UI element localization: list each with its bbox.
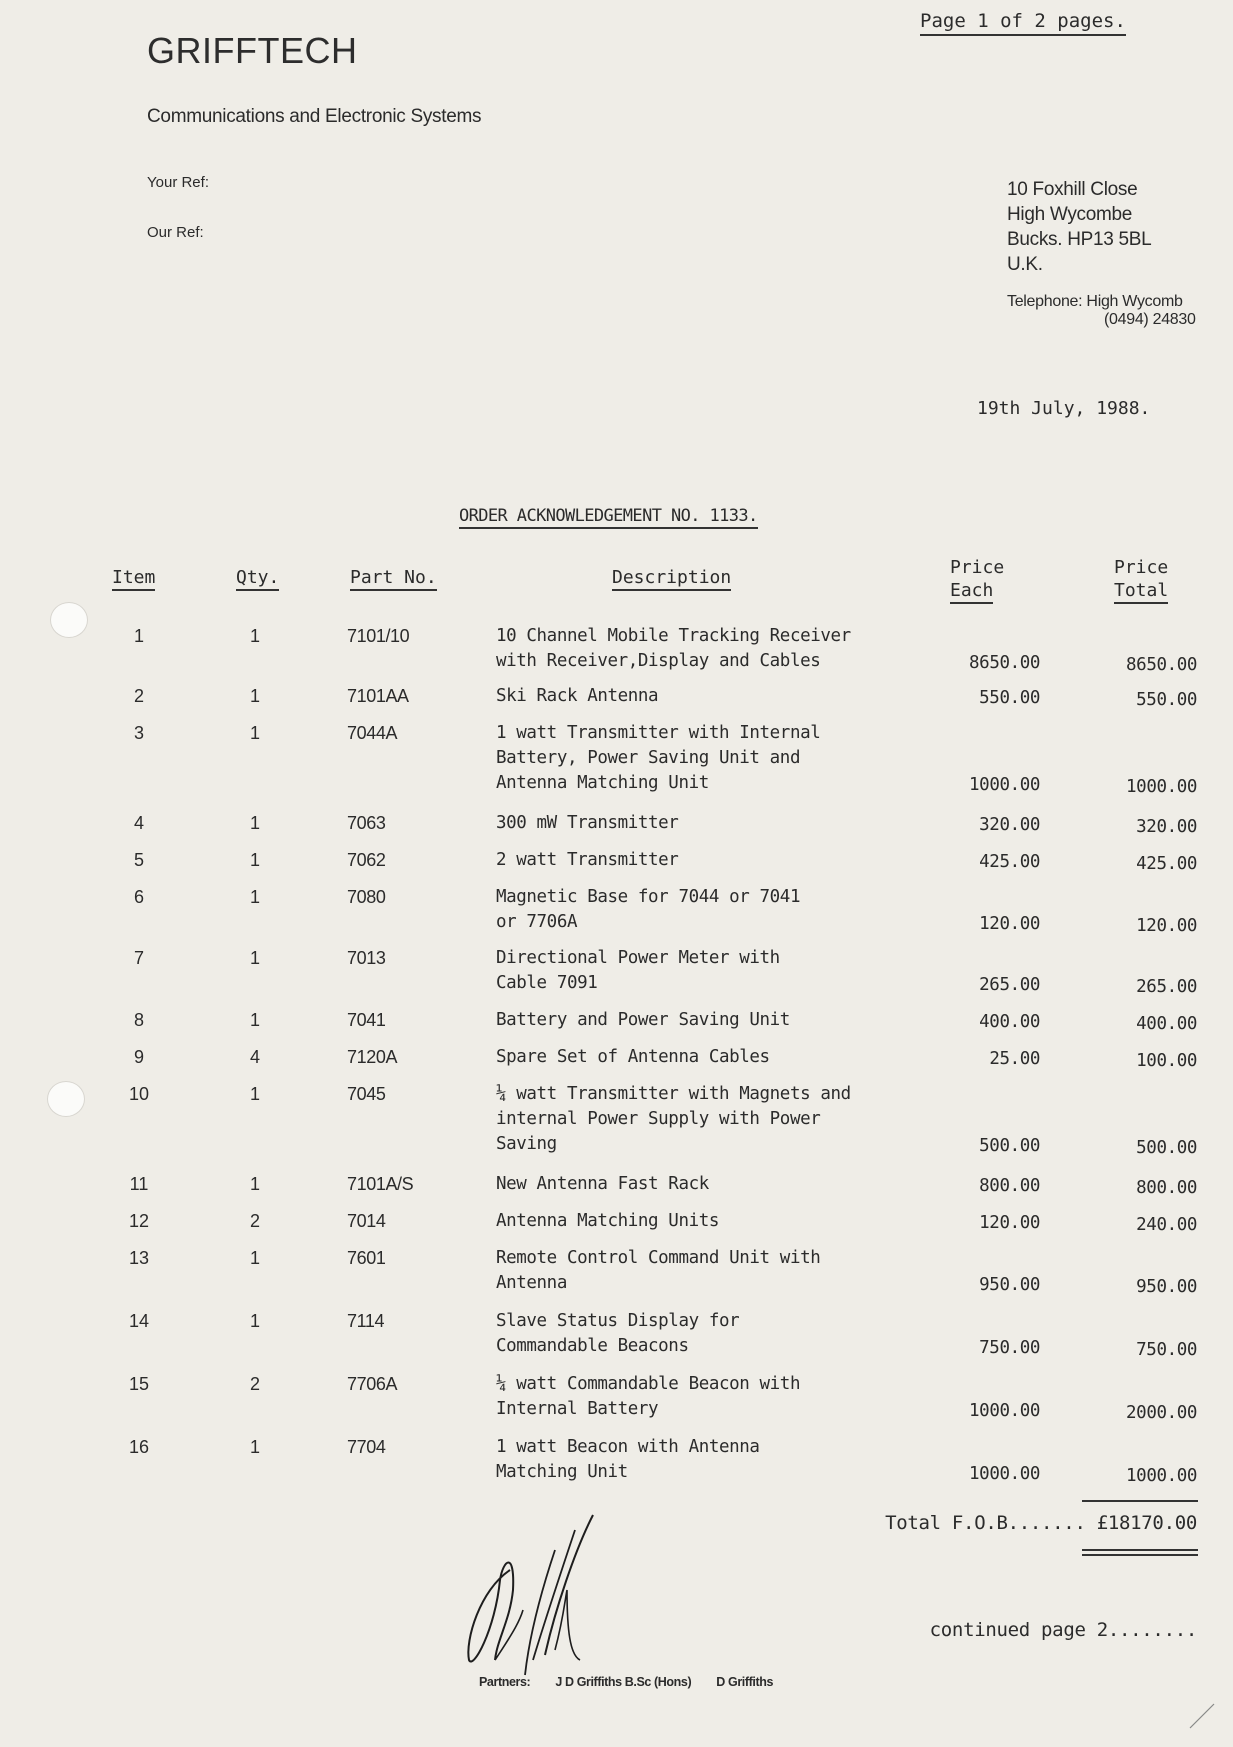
subtotal-rule [1082,1500,1198,1502]
signature-icon [455,1510,615,1680]
description: Battery and Power Saving Unit [496,1010,790,1030]
price-each: 120.00 [979,1213,1040,1233]
price-each: 425.00 [979,852,1040,872]
part-number: 7704 [347,1437,386,1457]
quantity: 4 [249,1047,260,1067]
quantity: 1 [249,1010,260,1030]
total-label: Total F.O.B....... [885,1512,1086,1534]
item-number: 9 [133,1047,144,1067]
part-number: 7045 [347,1084,386,1104]
price-each: 950.00 [979,1275,1040,1295]
price-each: 500.00 [979,1136,1040,1156]
telephone-number: (0494) 24830 [1104,311,1196,328]
punch-hole [47,1081,85,1117]
quantity: 1 [249,626,260,646]
document-date: 19th July, 1988. [977,398,1151,419]
quantity: 1 [249,850,260,870]
punch-hole [50,602,88,638]
item-number: 12 [128,1211,150,1231]
address-line: High Wycombe [1007,204,1133,225]
item-number: 5 [133,850,144,870]
total-double-rule [1082,1549,1198,1551]
price-total: 425.00 [1136,854,1197,874]
part-number: 7101A/S [347,1174,414,1194]
part-number: 7706A [347,1374,398,1394]
quantity: 1 [249,887,260,907]
price-total: 8650.00 [1126,655,1197,675]
header-part-no: Part No. [350,566,437,589]
header-price-each: Price Each [950,556,1004,602]
address-line: U.K. [1007,254,1043,275]
item-number: 2 [133,686,144,706]
price-total: 100.00 [1136,1051,1197,1071]
partners-label: Partners: [479,1675,531,1689]
price-each: 800.00 [979,1176,1040,1196]
item-number: 7 [133,948,144,968]
company-address [1007,177,1151,277]
description: New Antenna Fast Rack [496,1174,709,1194]
partners-footer [479,1675,795,1689]
description: 10 Channel Mobile Tracking Receiver with Receiver,Display and Cables [496,626,851,671]
part-number: 7063 [347,813,386,833]
price-total: 265.00 [1136,977,1197,997]
price-each: 8650.00 [969,653,1040,673]
price-total: 320.00 [1136,817,1197,837]
description: ¼ watt Commandable Beacon with Internal Battery [496,1374,801,1419]
header-price-total: Price Total [1114,556,1168,602]
part-number: 7044A [347,723,398,743]
item-number: 4 [133,813,144,833]
address-line: Bucks. HP13 5BL [1007,229,1152,250]
pen-mark-icon [1188,1700,1218,1730]
description: Spare Set of Antenna Cables [496,1047,770,1067]
item-number: 11 [129,1174,149,1194]
quantity: 1 [249,686,260,706]
part-number: 7101/10 [347,626,410,646]
continued-note: continued page 2........ [929,1619,1197,1641]
price-each: 120.00 [979,914,1040,934]
price-total: 950.00 [1136,1277,1197,1297]
your-ref-label: Your Ref: [147,174,209,191]
total-fob [885,1512,1197,1534]
part-number: 7114 [347,1311,385,1331]
description: ¼ watt Transmitter with Magnets and internal Power Supply with Power Saving [496,1084,851,1154]
document-title: ORDER ACKNOWLEDGEMENT NO. 1133. [459,506,758,529]
telephone-label: Telephone: High Wycomb [1007,293,1183,310]
price-total: 550.00 [1136,690,1197,710]
quantity: 1 [249,1311,260,1331]
price-total: 120.00 [1136,916,1197,936]
page-indicator: Page 1 of 2 pages. [920,10,1126,36]
part-number: 7041 [347,1010,386,1030]
item-number: 10 [128,1084,150,1104]
price-total: 2000.00 [1126,1403,1197,1423]
quantity: 1 [249,813,260,833]
description: Directional Power Meter with Cable 7091 [496,948,780,993]
description: 2 watt Transmitter [496,850,679,870]
price-each: 25.00 [989,1049,1040,1069]
item-number: 14 [128,1311,150,1331]
item-number: 6 [133,887,144,907]
part-number: 7601 [347,1248,386,1268]
item-number: 8 [133,1010,144,1030]
price-total: 1000.00 [1126,777,1197,797]
price-total: 400.00 [1136,1014,1197,1034]
description: 300 mW Transmitter [496,813,679,833]
quantity: 1 [249,723,260,743]
description: Antenna Matching Units [496,1211,719,1231]
description: Ski Rack Antenna [496,686,659,706]
item-number: 15 [128,1374,150,1394]
header-qty: Qty. [236,566,279,589]
address-line: 10 Foxhill Close [1007,179,1138,200]
quantity: 2 [249,1211,260,1231]
description: Magnetic Base for 7044 or 7041 or 7706A [496,887,801,932]
header-item: Item [112,566,155,589]
partner-name: J D Griffiths B.Sc (Hons) [555,1675,692,1689]
quantity: 1 [249,1248,260,1268]
part-number: 7120A [347,1047,398,1067]
quantity: 1 [249,948,260,968]
price-each: 1000.00 [969,1464,1040,1484]
price-each: 1000.00 [969,1401,1040,1421]
quantity: 1 [249,1174,260,1194]
price-total: 500.00 [1136,1138,1197,1158]
part-number: 7080 [347,887,386,907]
total-double-rule [1082,1554,1198,1556]
item-number: 1 [133,626,144,646]
price-total: 750.00 [1136,1340,1197,1360]
quantity: 1 [249,1437,260,1457]
price-each: 265.00 [979,975,1040,995]
company-tagline: Communications and Electronic Systems [147,106,482,127]
part-number: 7013 [347,948,386,968]
quantity: 2 [249,1374,260,1394]
part-number: 7014 [347,1211,386,1231]
price-each: 750.00 [979,1338,1040,1358]
quantity: 1 [249,1084,260,1104]
price-each: 400.00 [979,1012,1040,1032]
our-ref-label: Our Ref: [147,224,204,241]
price-each: 550.00 [979,688,1040,708]
price-total: 1000.00 [1126,1466,1197,1486]
description: Remote Control Command Unit with Antenna [496,1248,821,1293]
telephone [1007,293,1196,329]
total-value: £18170.00 [1096,1512,1197,1534]
price-each: 320.00 [979,815,1040,835]
partner-name: D Griffiths [716,1675,774,1689]
item-number: 3 [133,723,144,743]
item-number: 13 [128,1248,150,1268]
header-description: Description [612,566,731,589]
part-number: 7062 [347,850,386,870]
description: 1 watt Beacon with Antenna Matching Unit [496,1437,760,1482]
part-number: 7101AA [347,686,409,706]
company-name: GRIFFTECH [147,30,358,71]
price-total: 800.00 [1136,1178,1197,1198]
description: Slave Status Display for Commandable Beacons [496,1311,740,1356]
price-each: 1000.00 [969,775,1040,795]
description: 1 watt Transmitter with Internal Battery, Power Saving Unit and Antenna Matching Unit [496,723,821,793]
price-total: 240.00 [1136,1215,1197,1235]
item-number: 16 [128,1437,150,1457]
